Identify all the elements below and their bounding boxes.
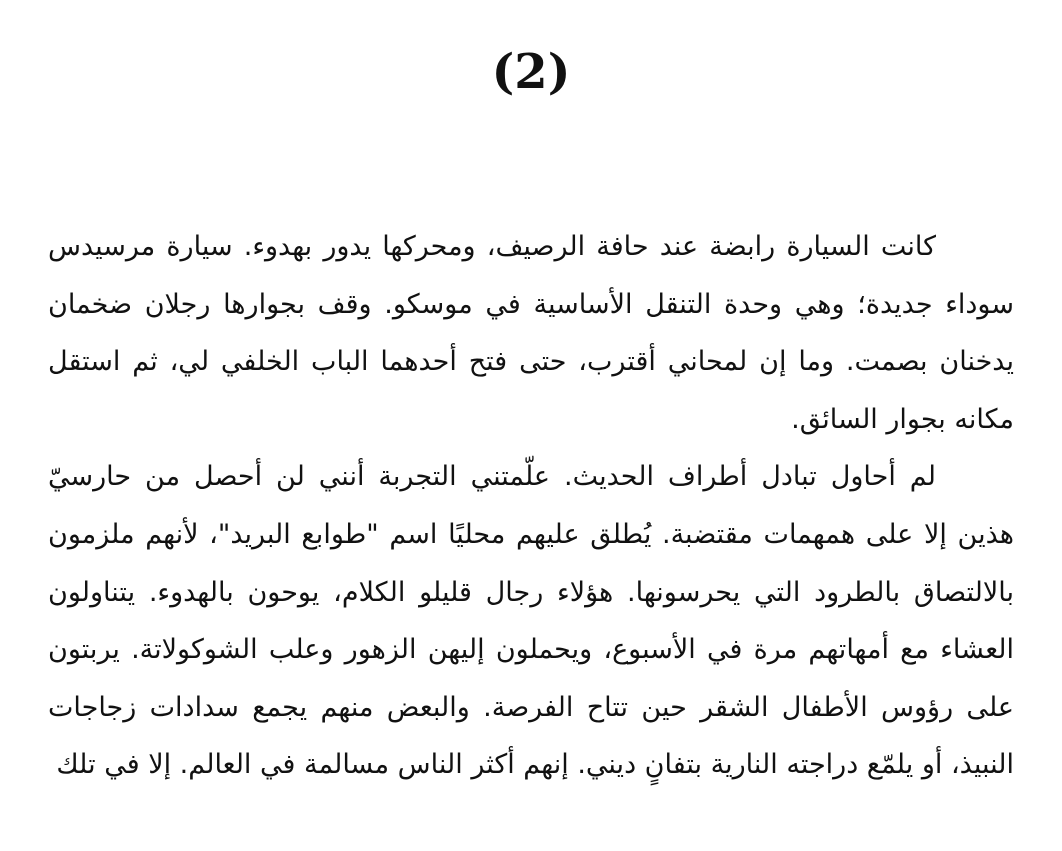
chapter-number: (2) (491, 44, 571, 100)
chapter-body (48, 218, 1014, 794)
paragraph: كانت السيارة رابضة عند حافة الرصيف، ومحركها يدور بهدوء. سيارة مرسيدس سوداء جديدة؛ وهي وحدة التنقل الأساسية في موسكو. وقف بجوارها رجلان ضخمان يدخنان بصمت. وما إن لمحاني أقترب، حتى فتح أحدهما الباب الخلفي لي، ثم استقل مكانه بجوار السائق. (48, 231, 1014, 435)
paragraph: لم أحاول تبادل أطراف الحديث. علّمتني التجربة أنني لن أحصل من حارسيّ هذين إلا على همهمات مقتضبة. يُطلق عليهم محليًا اسم "طوابع البريد"، لأنهم ملزمون بالالتصاق بالطرود التي يحرسونها. هؤلاء رجال قليلو الكلام، يوحون بالهدوء. يتناولون العشاء مع أمهاتهم مرة في الأسبوع، ويحملون إليهن الزهور وعلب الشوكولاتة. يربتون على رؤوس الأطفال الشقر حين تتاح الفرصة. والبعض منهم يجمع سدادات زجاجات النبيذ، أو يلمّع دراجته النارية بتفانٍ ديني. إنهم أكثر الناس مسالمة في العالم. إلا في تلك (48, 461, 1014, 781)
